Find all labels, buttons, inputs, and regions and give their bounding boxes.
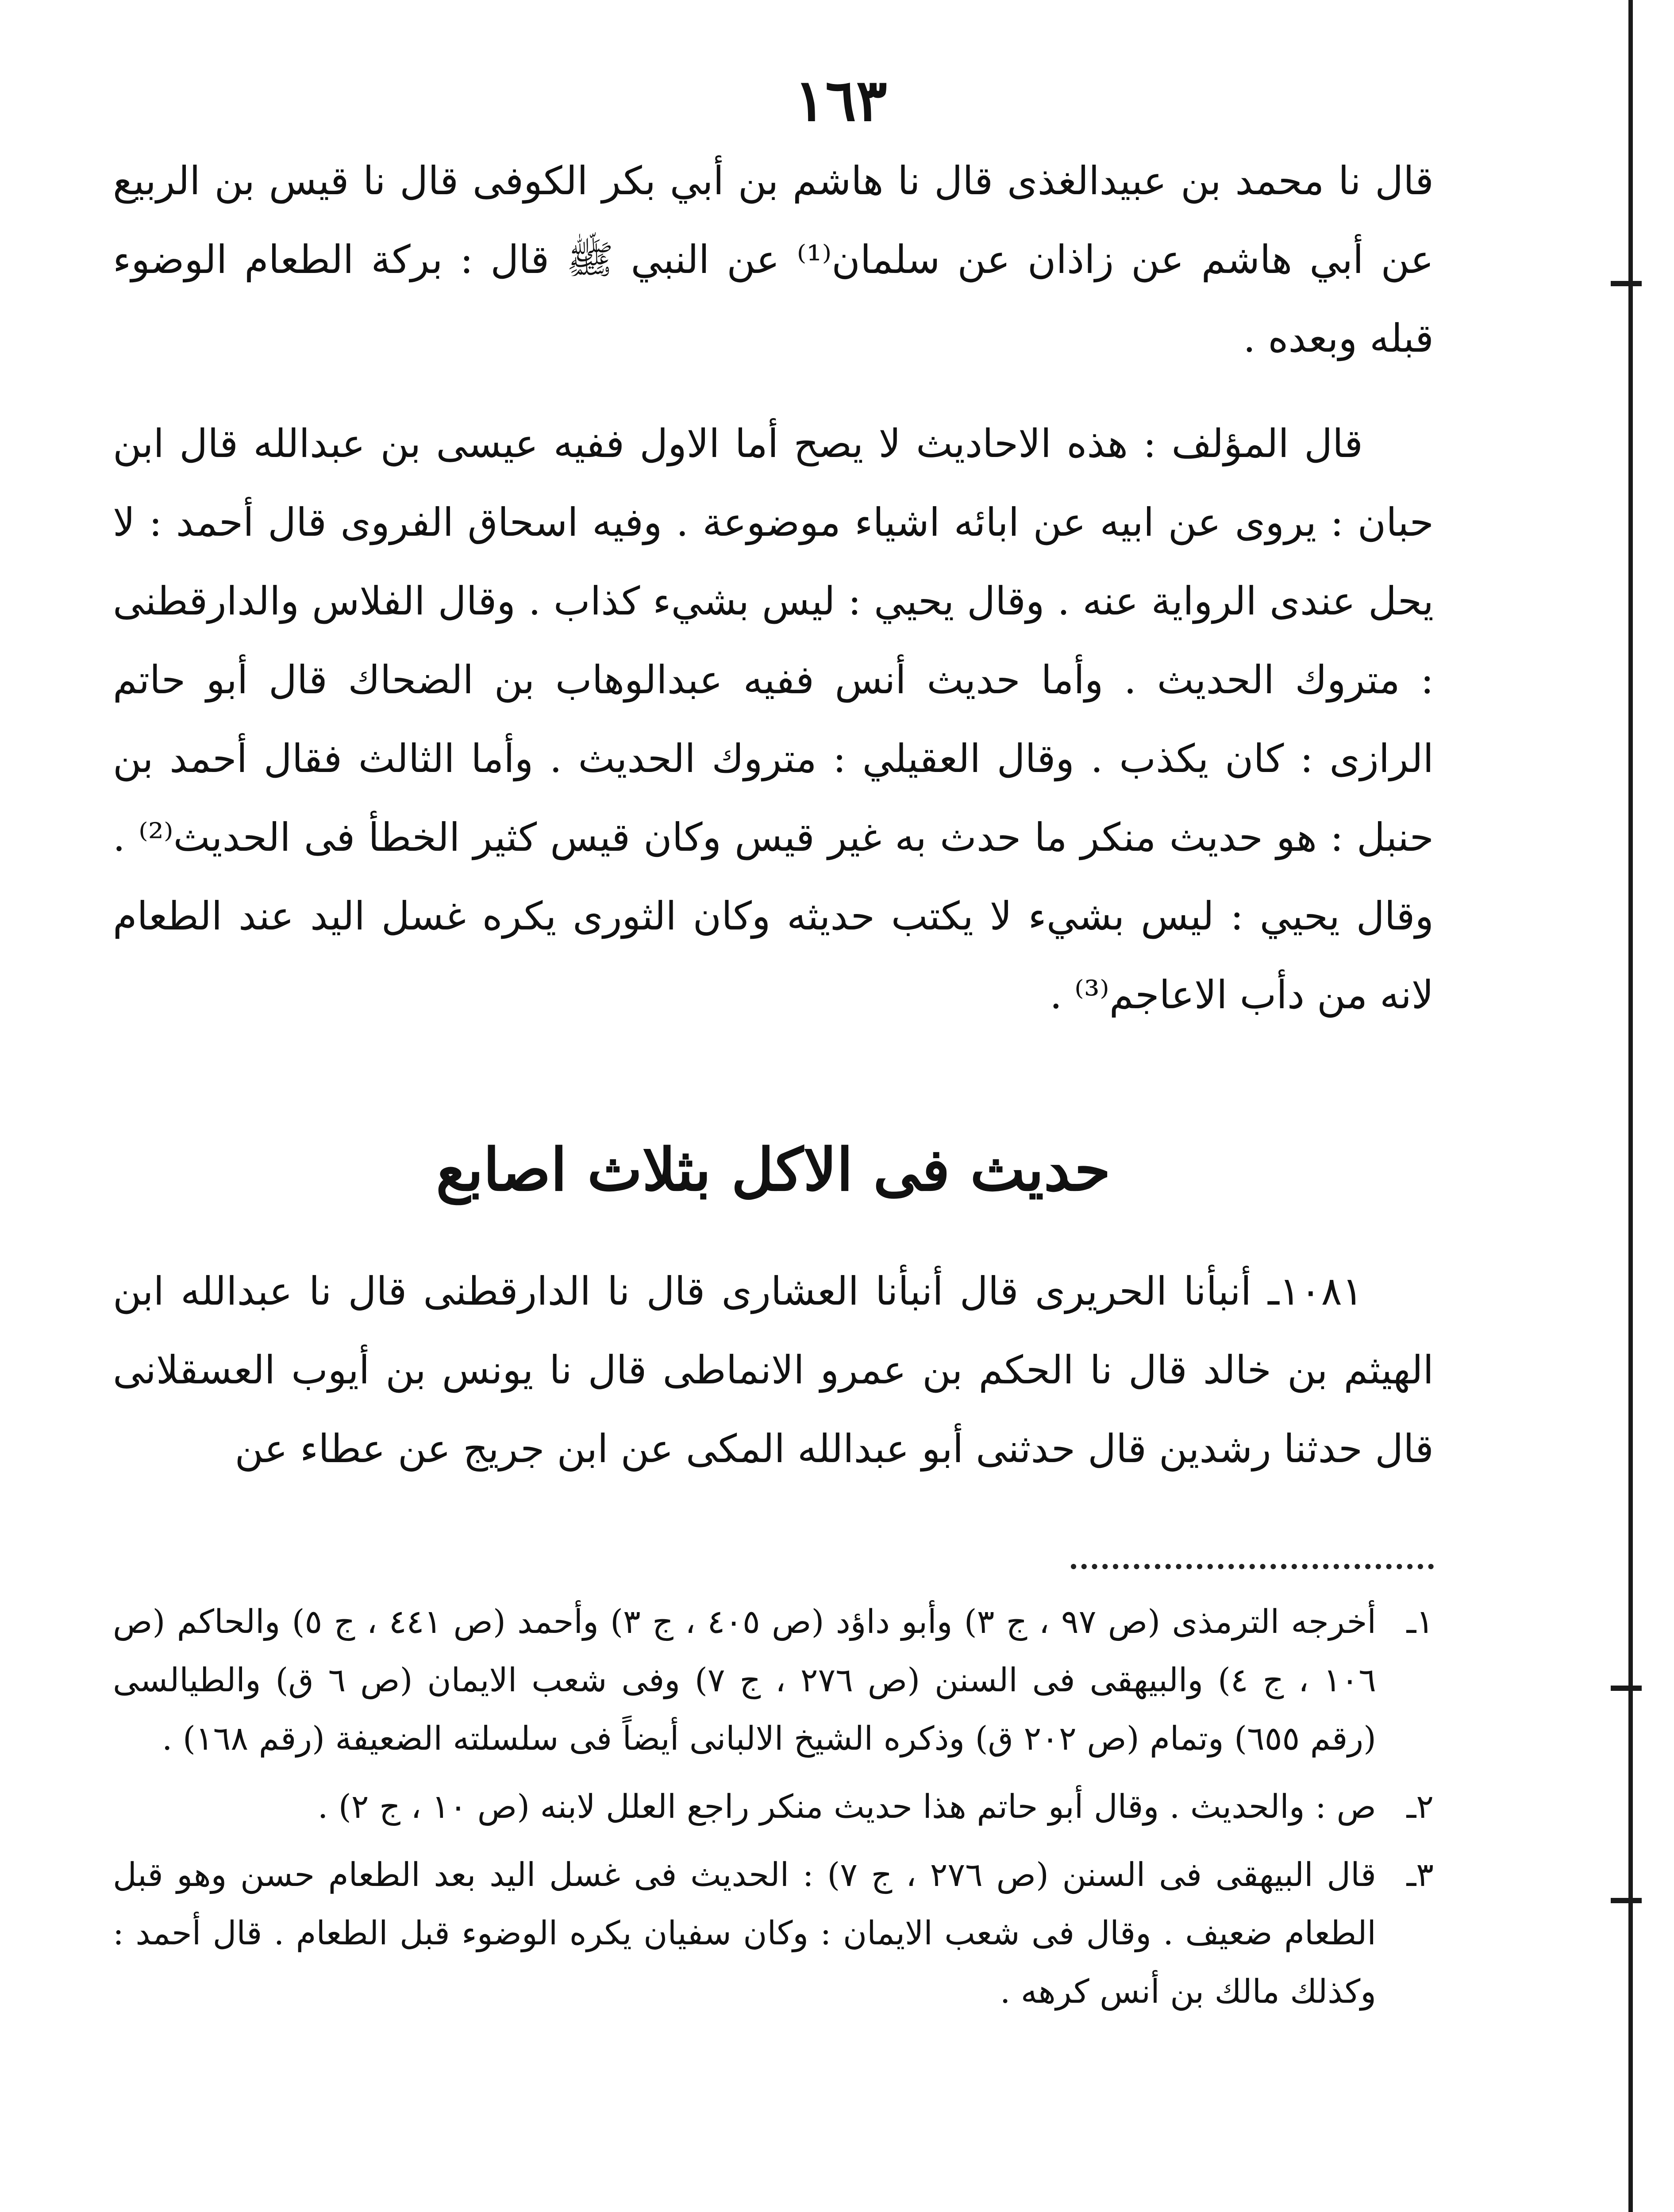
footnote-text: قال البيهقى فى السنن (ص ٢٧٦ ، ج ٧) : الحديث فى غسل اليد بعد الطعام حسن وهو قبل الطعام ضعيف . وقال فى شعب الايمان : وكان سفيان يكره الوضوء قبل الطعام . قال أحمد : وكذلك مالك بن أنس كرهه . <box>113 1856 1376 2011</box>
paragraph-hadith-chain: قال نا محمد بن عبيدالغذى قال نا هاشم بن أبي بكر الكوفى قال نا قيس بن الربيع عن أبي هاشم عن زاذان عن سلمان⁽¹⁾ عن النبي ﷺ قال : بركة الطعام الوضوء قبله وبعده . <box>113 158 1434 361</box>
paragraph-author-commentary: قال المؤلف : هذه الاحاديث لا يصح أما الاول ففيه عيسى بن عبدالله قال ابن حبان : يروى عن ابيه عن ابائه اشياء موضوعة . وفيه اسحاق الفروى قال أحمد : لا يحل عندى الرواية عنه . وقال يحيي : ليس بشيء كذاب . وقال الفلاس والدارقطنى : متروك الحديث . وأما حديث أنس ففيه عبدالوهاب بن الضحاك قال أبو حاتم الرازى : كان يكذب . وقال العقيلي : متروك الحديث . وأما الثالث فقال أحمد بن حنبل : هو حديث منكر ما حدث به غير قيس وكان قيس كثير الخطأ فى الحديث⁽²⁾ . وقال يحيي : ليس بشيء لا يكتب حديثه وكان الثورى يكره غسل اليد عند الطعام لانه من دأب الاعاجم⁽³⁾ . <box>113 421 1434 1018</box>
footnote-number: ٣ـ <box>1406 1856 1434 1894</box>
footnotes <box>113 1593 1434 2031</box>
footnote-2 <box>113 1778 1434 1836</box>
footnote-number: ١ـ <box>1406 1603 1434 1641</box>
binding-edge-line <box>1628 0 1633 2212</box>
footnote-number: ٢ـ <box>1406 1788 1434 1826</box>
page-number: ١٦٣ <box>794 66 887 134</box>
footnote-3 <box>113 1846 1434 2021</box>
main-text <box>113 142 1434 1034</box>
footnote-divider <box>1071 1564 1434 1569</box>
hadith-1081 <box>113 1252 1434 1488</box>
binding-tick-mark <box>1611 1898 1642 1903</box>
footnote-text: ص : والحديث . وقال أبو حاتم هذا حديث منكر راجع العلل لابنه (ص ١٠ ، ج ٢) . <box>317 1788 1376 1826</box>
binding-tick-mark <box>1611 1686 1642 1691</box>
binding-tick-mark <box>1611 281 1642 286</box>
footnote-text: أخرجه الترمذى (ص ٩٧ ، ج ٣) وأبو داؤد (ص ٤٠٥ ، ج ٣) وأحمد (ص ٤٤١ ، ج ٥) والحاكم (ص ١٠٦ ، ج ٤) والبيهقى فى السنن (ص ٢٧٦ ، ج ٧) وفى شعب الايمان (ص ٦ ق) والطيالسى (رقم ٦٥٥) وتمام (ص ٢٠٢ ق) وذكره الشيخ الالبانى أيضاً فى سلسلته الضعيفة (رقم ١٦٨) . <box>113 1603 1377 1758</box>
paragraph-hadith-1081: ١٠٨١ـ أنبأنا الحريرى قال أنبأنا العشارى قال نا الدارقطنى قال نا عبدالله ابن الهيثم بن خالد قال نا الحكم بن عمرو الانماطى قال نا يونس بن أيوب العسقلانى قال حدثنا رشدين قال حدثنى أبو عبدالله المكى عن ابن جريج عن عطاء عن <box>113 1268 1434 1471</box>
footnote-1 <box>113 1593 1434 1768</box>
section-heading: حديث فى الاكل بثلاث اصابع <box>436 1136 1111 1204</box>
